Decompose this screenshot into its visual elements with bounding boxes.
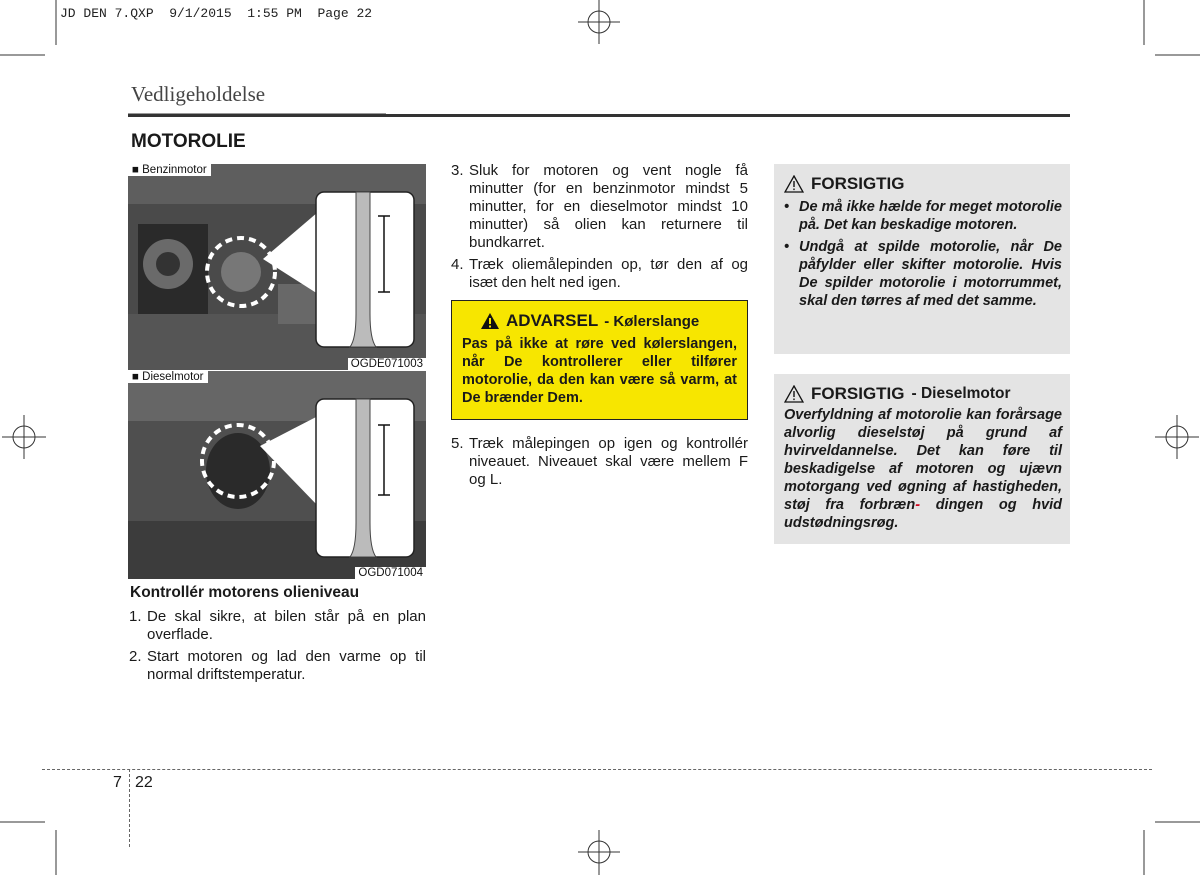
warning-heading: ADVARSEL - Kølerslange xyxy=(480,311,737,331)
list-item: 2. Start motoren og lad den varme op til normal driftstemperatur. xyxy=(129,648,426,683)
figure-label: ■ Benzinmotor xyxy=(128,164,211,176)
print-header: JD DEN 7.QXP 9/1/2015 1:55 PM Page 22 xyxy=(60,6,373,21)
figure-code: OGDE071003 xyxy=(348,358,426,370)
caution-triangle-icon xyxy=(784,385,804,403)
header-rule xyxy=(128,114,1070,117)
list-item: • Undgå at spilde motorolie, når De påfylder eller skifter motorolie. Hvis De spilder motorolie i motorrummet, skal den tørres af med det samme. xyxy=(784,239,1062,309)
warning-box xyxy=(451,300,748,420)
figure-label: ■ Dieselmotor xyxy=(128,371,208,383)
figure-code: OGD071004 xyxy=(355,567,426,579)
engine-photo-illustration xyxy=(128,371,426,579)
caution-triangle-icon xyxy=(784,175,804,193)
warning-text: Pas på ikke at røre ved kølerslangen, når De kontrollerer eller tilfører motorolie, da den kan være så varm, at De brænder Dem. xyxy=(462,336,737,406)
warning-triangle-icon xyxy=(480,312,500,330)
steps-left xyxy=(129,608,426,688)
list-item: 3. Sluk for motoren og vent nogle få minutter (for en benzinmotor mindst 5 minutter, for en dieselmotor mindst 10 minutter) så olien kan returnere til bundkarret. xyxy=(451,162,748,251)
section-title: Vedligeholdelse xyxy=(131,82,266,106)
caution-text xyxy=(784,198,1062,310)
list-item: 5. Træk målepingen op igen og kontrollér niveauet. Niveauet skal være mellem F og L. xyxy=(451,435,748,488)
steps-middle-a xyxy=(451,162,748,296)
engine-photo-illustration xyxy=(128,164,426,370)
chapter-number: 7 xyxy=(113,774,122,791)
steps-middle-b xyxy=(451,435,748,493)
footer-divider xyxy=(129,769,130,847)
list-item: 1. De skal sikre, at bilen står på en plan overflade. xyxy=(129,608,426,643)
list-item: 4. Træk oliemålepinden op, tør den af og isæt den helt ned igen. xyxy=(451,256,748,291)
caution-box xyxy=(774,164,1070,354)
caution-heading: FORSIGTIG xyxy=(784,174,1062,194)
footer-rule xyxy=(42,769,1152,770)
figure-diesel-engine xyxy=(128,371,426,579)
list-item: • De må ikke hælde for meget motorolie på. Det kan beskadige motoren. xyxy=(784,199,1062,233)
caution-heading: FORSIGTIG - Dieselmotor xyxy=(784,384,1062,404)
caution-box-diesel xyxy=(774,374,1070,544)
subheading: Kontrollér motorens olieniveau xyxy=(130,584,360,601)
page-number: 22 xyxy=(135,774,153,791)
figure-benzin-engine xyxy=(128,164,426,370)
caution-text: Overfyldning af motorolie kan forårsage alvorlig dieselstøj på grund af hvirveldannelse. Det kan føre til beskadigelse af motoren og ujævn motorgang ved øgning af hastigheden, støj fra forbræn- dingen og hvid udstødningsrøg. xyxy=(784,407,1063,531)
page-title: MOTOROLIE xyxy=(131,131,246,152)
